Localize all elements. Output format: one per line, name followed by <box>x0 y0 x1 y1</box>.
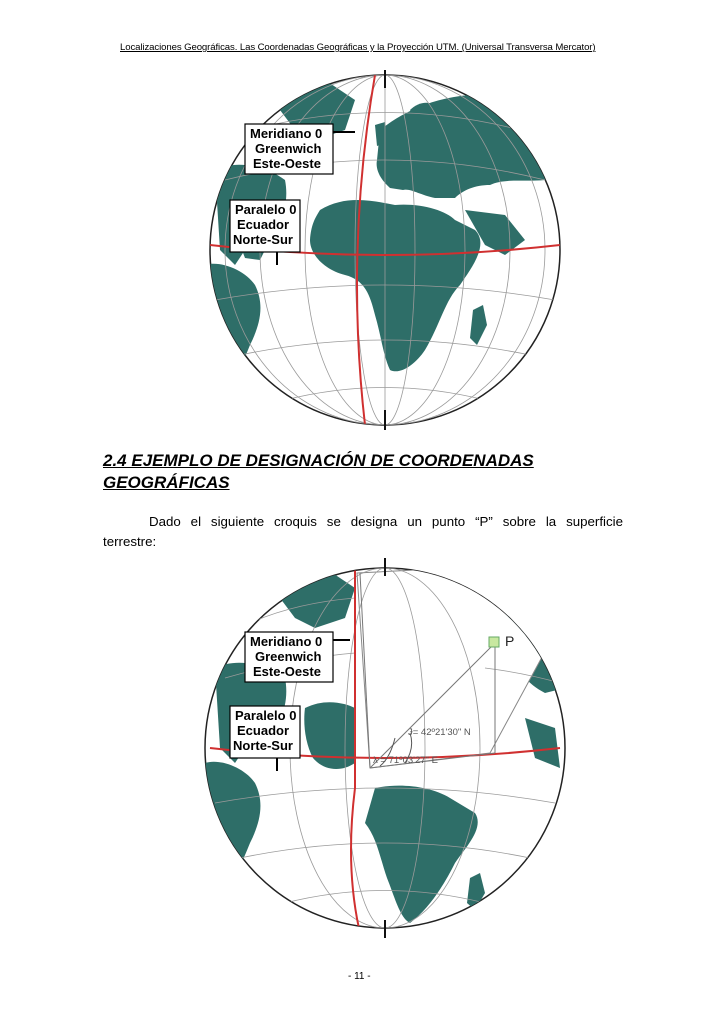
point-p-marker <box>489 637 499 647</box>
label-greenwich-2: Greenwich <box>255 649 322 664</box>
label-meridiano: Meridiano 0 <box>250 126 323 141</box>
longitude-annotation: λ = 71º03'27" E <box>373 755 438 766</box>
label-norte-sur: Norte-Sur <box>233 232 293 247</box>
page-number: - 11 - <box>348 971 371 982</box>
label-paralelo: Paralelo 0 <box>235 202 297 217</box>
label-meridiano-2: Meridiano 0 <box>250 634 323 649</box>
latitude-annotation: Ɉ= 42º21'30" N <box>408 727 471 738</box>
label-ecuador: Ecuador <box>237 217 290 232</box>
label-norte-sur-2: Norte-Sur <box>233 738 293 753</box>
globe-figure-1 <box>205 70 565 425</box>
label-greenwich: Greenwich <box>255 141 322 156</box>
body-paragraph: Dado el siguiente croquis se designa un punto “P” sobre la superficie terrestre: <box>103 514 623 549</box>
label-paralelo-2: Paralelo 0 <box>235 708 297 723</box>
globe-figure-2 <box>205 558 565 938</box>
label-ecuador-2: Ecuador <box>237 723 290 738</box>
label-este-oeste-2: Este-Oeste <box>253 664 321 679</box>
page-header: Localizaciones Geográficas. Las Coordenadas Geográficas y la Proyección UTM. (Universal Transversa Mercator) <box>120 42 596 53</box>
point-p-label: P <box>505 633 515 649</box>
label-este-oeste: Este-Oeste <box>253 156 321 171</box>
section-title: 2.4 EJEMPLO DE DESIGNACIÓN DE COORDENADAS GEOGRÁFICAS <box>103 451 534 492</box>
